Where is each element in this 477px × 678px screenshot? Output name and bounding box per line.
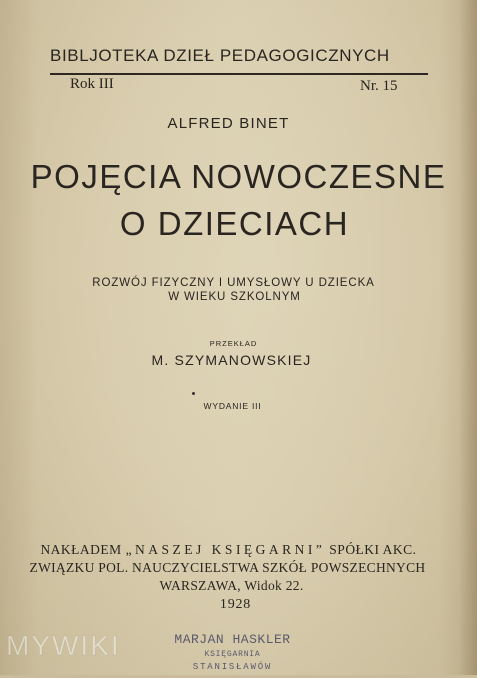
book-title-line1: POJĘCIA NOWOCZESNE xyxy=(30,158,447,195)
series-title: BIBLJOTEKA DZIEŁ PEDAGOGICZNYCH xyxy=(50,46,390,65)
subtitle-line2: W WIEKU SZKOLNYM xyxy=(168,291,301,303)
bookseller-stamp xyxy=(150,628,315,678)
edition-label: WYDANIE III xyxy=(203,401,262,411)
translation-label: PRZEKŁAD xyxy=(209,339,258,348)
book-title-line2: O DZIECIACH xyxy=(119,205,350,242)
stamp-name: MARJAN HASKLER xyxy=(174,632,291,647)
publication-year: 1928 xyxy=(219,597,252,612)
publisher-line1 xyxy=(0,542,467,558)
publisher-prefix: NAKŁADEM xyxy=(40,542,126,557)
publisher-address: WARSZAWA, Widok 22. xyxy=(159,578,304,593)
volume-number: Nr. 15 xyxy=(360,78,398,94)
watermark-logo: MYWIKI xyxy=(6,630,121,661)
publisher-line2: ZWIĄZKU POL. NAUCZYCIELSTWA SZKÓŁ POWSZECHNYCH xyxy=(29,560,426,575)
header-rule xyxy=(50,73,428,75)
ornament-dot xyxy=(192,392,195,395)
publisher-suffix: SPÓŁKI AKC. xyxy=(325,542,417,557)
stamp-city: STANISŁAWÓW xyxy=(192,662,273,672)
stamp-label: KSIĘGARNIA xyxy=(204,650,261,659)
translator-name: M. SZYMANOWSKIEJ xyxy=(151,352,312,368)
subtitle-line1: ROZWÓJ FIZYCZNY I UMYSŁOWY U DZIECKA xyxy=(92,277,375,289)
publisher-name: „NASZEJ KSIĘGARNI” xyxy=(125,542,326,557)
author-name: ALFRED BINET xyxy=(167,115,290,132)
volume-year: Rok III xyxy=(70,76,114,92)
